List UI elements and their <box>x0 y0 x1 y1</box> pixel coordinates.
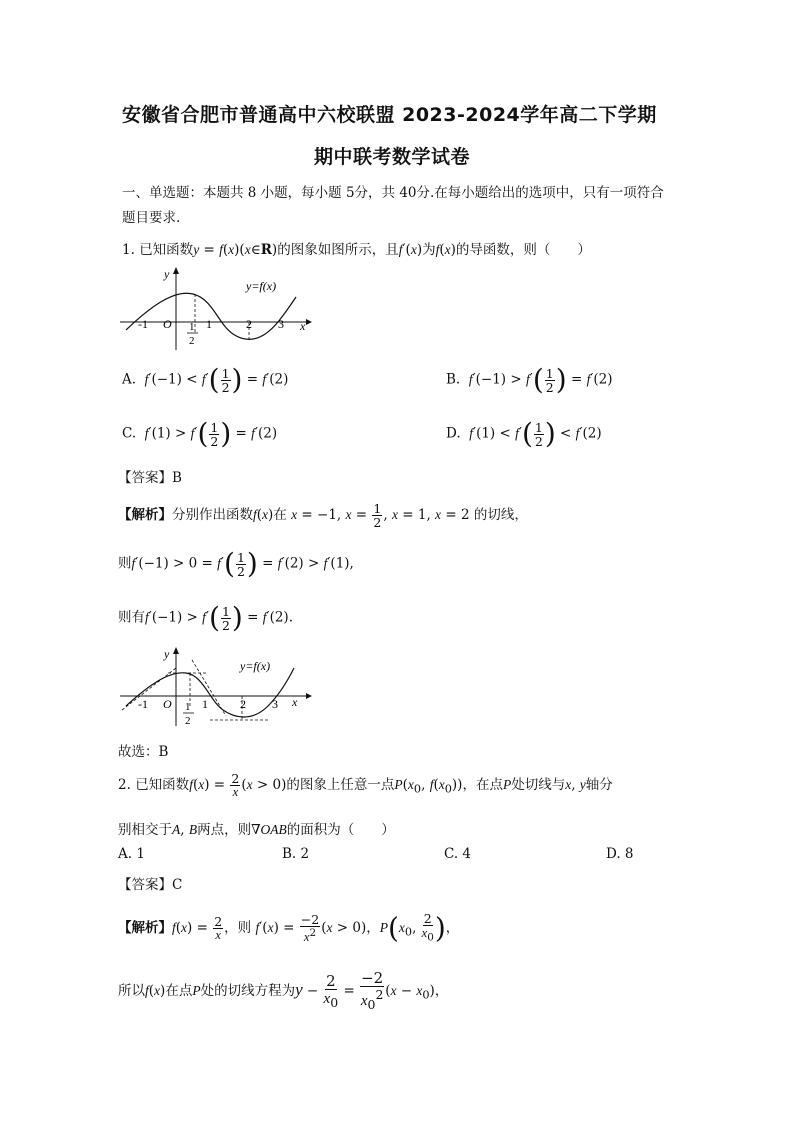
q1-function-graph <box>118 264 314 354</box>
tick-1: 1 <box>202 697 208 711</box>
tick-1: 1 <box>206 317 212 331</box>
y-label: y <box>164 647 170 661</box>
q2-option-c: C. 4 <box>444 846 472 862</box>
tick-half-num: 1 <box>185 701 191 713</box>
q2-analysis-line-1: 【解析】f(x) = $\frac{2}{x}$ ，则 f′(x) = $\frac{-2}{x^2}$ (x > 0)，$P(x_0$, $\frac{2}{x_0}$ )， <box>118 911 460 945</box>
tick-half-num: 1 <box>189 321 195 333</box>
tick-2: 2 <box>240 697 246 711</box>
q2-number: 2. <box>118 777 131 793</box>
tick-half-den: 2 <box>185 715 191 727</box>
y-label: y <box>164 267 170 281</box>
graph-label: y=f(x) <box>246 279 277 293</box>
q2-stem-line-1: 2. 已知函数f(x) = $\frac{2}{x}$ (x > 0)的图象上任意一点$P(x_0$, $f(x_0)$)，在点P处切线与x, y轴分 <box>118 771 613 799</box>
q1-stem: 1. 已知函数y = f(x)(x∈R)的图象如图所示，且f′(x)为f(x)的导函数，则（ ） <box>122 242 591 258</box>
q1-option-a: A. f′(−1) < f′( $\frac{1}{2}$ ) = f′(2) <box>122 363 289 396</box>
q1-option-d: D. f′(1) < f′( $\frac{1}{2}$ ) < f′(2) <box>446 417 602 450</box>
q2-answer: 【答案】C <box>118 877 183 893</box>
q2-stem-line-2: 别相交于A, B两点，则∇OAB的面积为（ ） <box>118 822 395 838</box>
x-label: x <box>300 319 306 333</box>
section-instructions-line-2: 题目要求. <box>122 210 181 226</box>
q1-option-c: C. f′(1) > f′( $\frac{1}{2}$ ) = f′(2) <box>122 417 278 450</box>
q1-analysis-line-2: 则f′(−1) > 0 = f′( $\frac{1}{2}$ ) = f′(2) > f′(1), <box>118 547 354 580</box>
origin-label: O <box>163 317 172 331</box>
q2-analysis-line-2: 所以f(x)在点P处的切线方程为y − $\frac{2}{x_0}$ = $\frac{-2}{x_0^2}$ $(x - x_0)$， <box>118 969 449 1012</box>
q1-conclusion: 故选：B <box>118 744 169 760</box>
q1-option-b: B. f′(−1) > f′( $\frac{1}{2}$ ) = f′(2) <box>446 363 613 396</box>
origin-label: O <box>163 697 172 711</box>
title-line-2: 期中联考数学试卷 <box>314 146 471 168</box>
title-line-1: 安徽省合肥市普通高中六校联盟 2023-2024学年高二下学期 <box>122 104 657 126</box>
tick-3: 3 <box>272 697 278 711</box>
x-axis-arrow-icon <box>306 693 312 699</box>
tick-neg1: -1 <box>138 317 148 331</box>
tick-3: 3 <box>278 317 284 331</box>
section-instructions-line-1: 一、单选题：本题共 8 小题，每小题 5分，共 40分.在每小题给出的选项中，只有一项符合 <box>122 185 664 201</box>
curve-f <box>126 668 294 717</box>
x-axis-arrow-icon <box>306 319 312 325</box>
q1-number: 1. <box>122 242 135 258</box>
q1-analysis-line-3: 则有f′(−1) > f′( $\frac{1}{2}$ ) = f′(2). <box>118 601 293 634</box>
tick-neg1: -1 <box>138 697 148 711</box>
q2-option-d: D. 8 <box>606 846 634 862</box>
q2-option-b: B. 2 <box>282 846 310 862</box>
tick-half-den: 2 <box>189 335 195 347</box>
q2-option-a: A. 1 <box>118 846 145 862</box>
graph-label: y=f(x) <box>240 659 271 673</box>
y-axis-arrow-icon <box>173 267 179 274</box>
tangent-one <box>192 660 226 716</box>
q1-tangent-graph <box>118 646 314 732</box>
q1-analysis-line-1: 【解析】分别作出函数f(x)在 x = −1, x = $\frac{1}{2}$ , x = 1, x = 2 的切线， <box>118 501 528 530</box>
x-label: x <box>292 695 298 709</box>
y-axis-arrow-icon <box>173 647 179 654</box>
tick-2: 2 <box>246 317 252 331</box>
q1-answer: 【答案】B <box>118 470 182 486</box>
